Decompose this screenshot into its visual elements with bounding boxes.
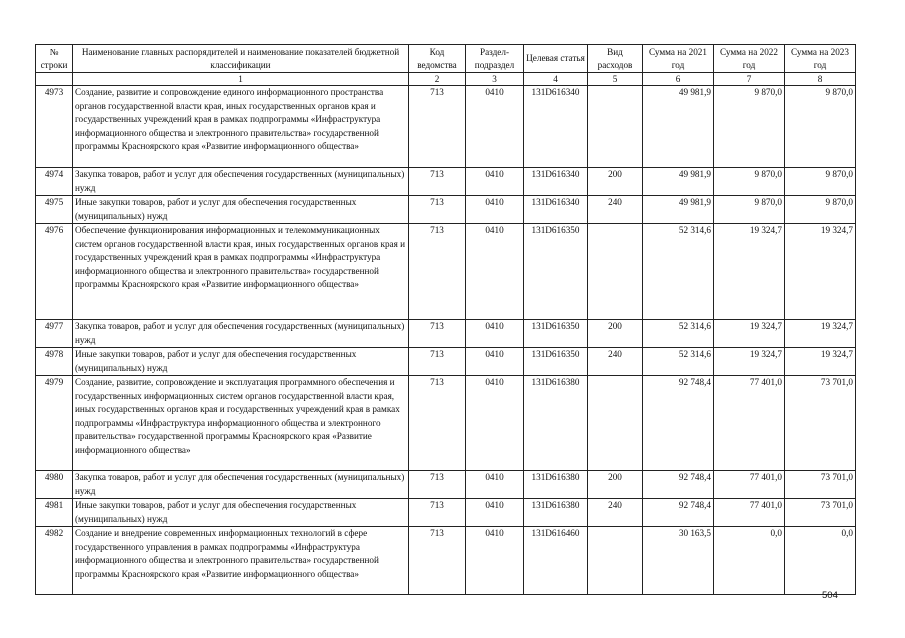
row-sum-2023: 9 870,0 — [785, 196, 856, 224]
header-sum-2023: Сумма на 2023 год — [785, 45, 856, 73]
row-sum-2023: 19 324,7 — [785, 320, 856, 348]
row-target-item: 131D616350 — [524, 320, 588, 348]
row-sum-2022: 19 324,7 — [714, 320, 785, 348]
header-sum-2021: Сумма на 2021 год — [643, 45, 714, 73]
table-row — [36, 224, 856, 320]
column-number — [36, 73, 73, 86]
column-number: 5 — [588, 73, 643, 86]
table-row — [36, 471, 856, 499]
row-name: Иные закупки товаров, работ и услуг для обеспечения государственных (муниципальных) нужд — [73, 196, 409, 224]
row-sum-2021: 92 748,4 — [643, 376, 714, 471]
row-number: 4982 — [36, 527, 73, 595]
row-sum-2022: 77 401,0 — [714, 471, 785, 499]
table-row — [36, 168, 856, 196]
row-section: 0410 — [466, 376, 524, 471]
row-sum-2023: 19 324,7 — [785, 348, 856, 376]
header-target-item: Целевая статья — [524, 45, 588, 73]
row-section: 0410 — [466, 499, 524, 527]
row-sum-2022: 0,0 — [714, 527, 785, 595]
row-target-item: 131D616340 — [524, 86, 588, 168]
row-sum-2022: 9 870,0 — [714, 168, 785, 196]
table-row — [36, 86, 856, 168]
header-sum-2022: Сумма на 2022 год — [714, 45, 785, 73]
row-section: 0410 — [466, 471, 524, 499]
row-sum-2021: 52 314,6 — [643, 320, 714, 348]
row-number: 4980 — [36, 471, 73, 499]
row-sum-2021: 49 981,9 — [643, 168, 714, 196]
row-name: Обеспечение функционирования информационных и телекоммуникационных систем органов государственной власти края, иных государственных органов края и государственных учреждений края в рамках подпрограммы «Инфраструктура информационного общества и электронного правительства» государственной программы Красноярского края «Развитие информационного общества» — [73, 224, 409, 320]
table-row — [36, 499, 856, 527]
row-target-item: 131D616380 — [524, 471, 588, 499]
row-sum-2021: 30 163,5 — [643, 527, 714, 595]
column-number: 2 — [409, 73, 466, 86]
row-name: Иные закупки товаров, работ и услуг для обеспечения государственных (муниципальных) нужд — [73, 348, 409, 376]
row-dept-code: 713 — [409, 86, 466, 168]
row-dept-code: 713 — [409, 376, 466, 471]
row-expense-type: 200 — [588, 471, 643, 499]
row-sum-2022: 19 324,7 — [714, 348, 785, 376]
row-section: 0410 — [466, 86, 524, 168]
row-number: 4981 — [36, 499, 73, 527]
header-row — [36, 45, 856, 73]
row-target-item: 131D616350 — [524, 348, 588, 376]
row-expense-type — [588, 376, 643, 471]
row-sum-2023: 73 701,0 — [785, 471, 856, 499]
row-expense-type — [588, 86, 643, 168]
row-section: 0410 — [466, 196, 524, 224]
column-number: 7 — [714, 73, 785, 86]
row-section: 0410 — [466, 348, 524, 376]
row-expense-type — [588, 527, 643, 595]
column-number: 4 — [524, 73, 588, 86]
row-sum-2021: 52 314,6 — [643, 348, 714, 376]
row-expense-type: 240 — [588, 196, 643, 224]
row-sum-2021: 92 748,4 — [643, 499, 714, 527]
row-sum-2022: 19 324,7 — [714, 224, 785, 320]
row-sum-2022: 9 870,0 — [714, 86, 785, 168]
row-sum-2022: 77 401,0 — [714, 499, 785, 527]
row-number: 4973 — [36, 86, 73, 168]
row-sum-2021: 52 314,6 — [643, 224, 714, 320]
row-name: Создание, развитие, сопровождение и эксплуатация программного обеспечения и государственных информационных систем органов государственной власти края, иных государственных органов края и государственных учреждений края в рамках подпрограммы «Инфраструктура информационного общества и электронного правительства» государственной программы Красноярского края «Развитие информационного общества» — [73, 376, 409, 471]
row-number: 4976 — [36, 224, 73, 320]
row-name: Создание, развитие и сопровождение единого информационного пространства органов государственной власти края, иных государственных органов края и государственных учреждений края в рамках подпрограммы «Инфраструктура информационного общества и электронного правительства» государственной программы Красноярского края «Развитие информационного общества» — [73, 86, 409, 168]
row-name: Закупка товаров, работ и услуг для обеспечения государственных (муниципальных) нужд — [73, 168, 409, 196]
row-target-item: 131D616380 — [524, 499, 588, 527]
row-sum-2023: 9 870,0 — [785, 86, 856, 168]
header-row-no: № строки — [36, 45, 73, 73]
row-section: 0410 — [466, 320, 524, 348]
column-number: 1 — [73, 73, 409, 86]
row-target-item: 131D616340 — [524, 168, 588, 196]
row-sum-2023: 73 701,0 — [785, 376, 856, 471]
row-sum-2021: 92 748,4 — [643, 471, 714, 499]
row-name: Закупка товаров, работ и услуг для обеспечения государственных (муниципальных) нужд — [73, 471, 409, 499]
table-row — [36, 527, 856, 595]
row-sum-2022: 9 870,0 — [714, 196, 785, 224]
column-number: 6 — [643, 73, 714, 86]
row-sum-2023: 0,0 — [785, 527, 856, 595]
header-name: Наименование главных распорядителей и наименование показателей бюджетной классификации — [73, 45, 409, 73]
row-dept-code: 713 — [409, 348, 466, 376]
row-number: 4975 — [36, 196, 73, 224]
row-dept-code: 713 — [409, 527, 466, 595]
column-number: 8 — [785, 73, 856, 86]
row-target-item: 131D616350 — [524, 224, 588, 320]
row-expense-type: 200 — [588, 168, 643, 196]
row-target-item: 131D616340 — [524, 196, 588, 224]
header-expense-type: Вид расходов — [588, 45, 643, 73]
row-sum-2023: 73 701,0 — [785, 499, 856, 527]
row-expense-type — [588, 224, 643, 320]
row-section: 0410 — [466, 224, 524, 320]
row-dept-code: 713 — [409, 471, 466, 499]
row-number: 4977 — [36, 320, 73, 348]
table-row — [36, 320, 856, 348]
row-target-item: 131D616460 — [524, 527, 588, 595]
column-number-row — [36, 73, 856, 86]
row-sum-2023: 19 324,7 — [785, 224, 856, 320]
row-dept-code: 713 — [409, 168, 466, 196]
row-dept-code: 713 — [409, 320, 466, 348]
header-section: Раздел-подраздел — [466, 45, 524, 73]
row-expense-type: 240 — [588, 499, 643, 527]
table-row — [36, 348, 856, 376]
row-sum-2021: 49 981,9 — [643, 86, 714, 168]
row-dept-code: 713 — [409, 499, 466, 527]
row-expense-type: 240 — [588, 348, 643, 376]
row-section: 0410 — [466, 527, 524, 595]
row-sum-2022: 77 401,0 — [714, 376, 785, 471]
table-row — [36, 196, 856, 224]
row-number: 4974 — [36, 168, 73, 196]
row-dept-code: 713 — [409, 224, 466, 320]
header-dept-code: Код ведомства — [409, 45, 466, 73]
row-sum-2021: 49 981,9 — [643, 196, 714, 224]
row-name: Создание и внедрение современных информационных технологий в сфере государственного управления в рамках подпрограммы «Инфраструктура информационного общества и электронного правительства» государственной программы Красноярского края «Развитие информационного общества» — [73, 527, 409, 595]
column-number: 3 — [466, 73, 524, 86]
row-section: 0410 — [466, 168, 524, 196]
table-row — [36, 376, 856, 471]
budget-table — [35, 44, 856, 595]
row-name: Закупка товаров, работ и услуг для обеспечения государственных (муниципальных) нужд — [73, 320, 409, 348]
page-number: 504 — [822, 590, 838, 601]
row-number: 4979 — [36, 376, 73, 471]
row-name: Иные закупки товаров, работ и услуг для обеспечения государственных (муниципальных) нужд — [73, 499, 409, 527]
row-sum-2023: 9 870,0 — [785, 168, 856, 196]
row-dept-code: 713 — [409, 196, 466, 224]
row-target-item: 131D616380 — [524, 376, 588, 471]
row-expense-type: 200 — [588, 320, 643, 348]
row-number: 4978 — [36, 348, 73, 376]
